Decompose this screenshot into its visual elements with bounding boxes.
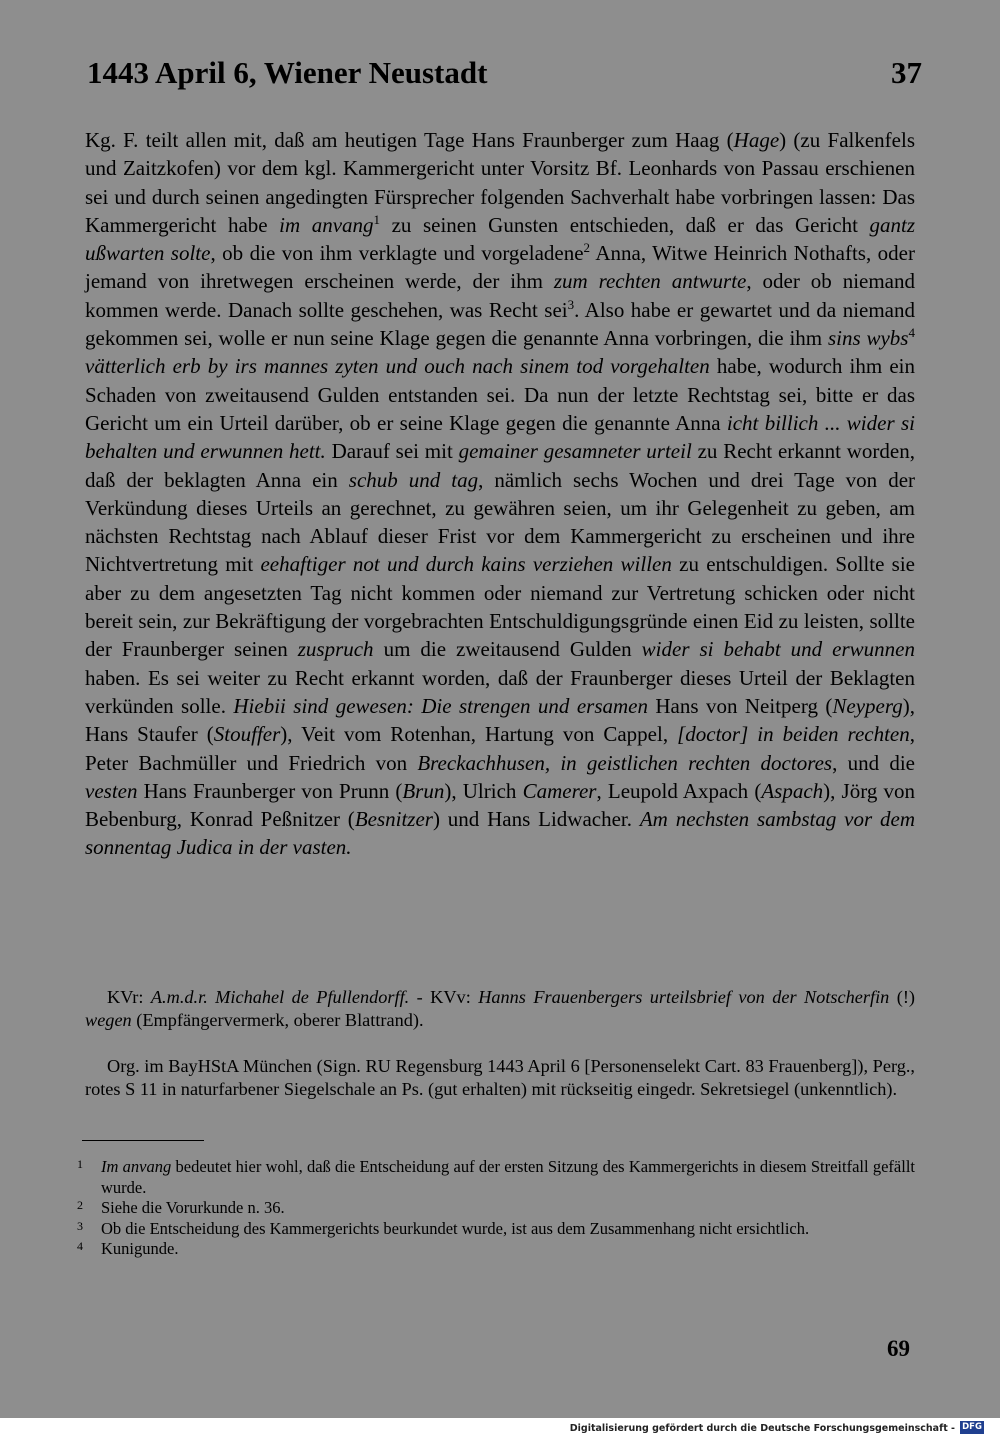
text-run: Anna, Witwe Heinrich Nothafts, oder jemand von ihretwegen erscheinen werde, der ihm	[85, 241, 915, 294]
italic-run: vätterlich erb by irs mannes zyten und ouch nach sinem tod vorgehalten	[85, 354, 710, 379]
regest-text	[85, 126, 915, 862]
italic-run: im anvang	[279, 212, 374, 237]
italic-run: wegen	[85, 1010, 132, 1030]
italic-run: icht billich ... wider si behalten und erwunnen hett.	[85, 410, 915, 464]
italic-run: Stouffer	[213, 722, 281, 747]
italic-run: Hiebii sind gewesen: Die strengen und ersamen	[233, 693, 648, 718]
footnote-marker: 3	[567, 296, 575, 312]
text-run: bedeutet hier wohl, daß die Entscheidung auf der ersten Sitzung des Kammergerichts in diesem Streitfall gefällt wurde.	[101, 1157, 915, 1197]
footnotes	[77, 1157, 915, 1260]
text-run: um die zweitausend Gulden	[373, 637, 642, 662]
text-run: ), Hans Staufer (	[85, 693, 915, 747]
dfg-logo: DFG	[960, 1421, 984, 1434]
footnote-marker: 1	[373, 211, 381, 227]
text-run: ), Ulrich	[444, 778, 523, 803]
italic-run: Camerer	[522, 778, 597, 803]
italic-run: Aspach	[761, 778, 824, 803]
footnote-number: 3	[77, 1218, 83, 1233]
text-run: , ob die von ihm verklagte und vorgeladene	[210, 241, 584, 266]
footnote-number: 4	[77, 1239, 83, 1253]
text-run: habe, wodurch ihm ein Schaden von zweitausend Gulden entstanden sei. Da nun der letzte Rechtstag sei, bitte er das Gericht um ein Urteil darüber, ob er seine Klage gegen die genannte Anna	[85, 354, 915, 435]
text-run: Siehe die Vorurkunde n. 36.	[101, 1198, 285, 1217]
footnote-marker: 2	[583, 240, 591, 256]
italic-run: sins wybs	[827, 326, 909, 351]
italic-run: Besnitzer	[354, 807, 433, 832]
text-run: ), Veit vom Rotenhan, Hartung von Cappel,	[280, 722, 678, 747]
header-page-number: 37	[891, 55, 922, 90]
footnote-separator	[82, 1140, 204, 1141]
italic-run: Hage	[733, 128, 780, 152]
text-run: - KVv:	[409, 987, 479, 1007]
text-run: , und die	[832, 750, 916, 775]
endorsement-note	[85, 986, 915, 1032]
text-run: ), Jörg von Bebenburg, Konrad Peßnitzer (	[85, 778, 916, 832]
footnote	[77, 1198, 915, 1219]
text-run: , nämlich sechs Wochen und drei Tage von der Verkündung dieses Urteils an gerechnet, zu gewähren seien, um ihr Gelegenheit zu geben, am nächsten Rechtstag nach Ablauf dieser Frist vor dem Kammergericht zu erscheinen und ihre Nichtvertretung mit	[85, 467, 916, 577]
bottom-page-number: 69	[887, 1336, 910, 1361]
italic-run: Breckachhusen, in geistlichen rechten doctores	[417, 750, 833, 775]
footnote-marker: 4	[908, 325, 915, 341]
text-run: Hans Fraunberger von Prunn (	[137, 778, 403, 803]
italic-run: zuspruch	[297, 637, 374, 662]
original-description-paragraph	[85, 1055, 915, 1101]
italic-run: [doctor] in beiden rechten	[677, 722, 910, 747]
text-run: ) und Hans Lidwacher.	[432, 807, 640, 832]
italic-run: Am nechsten sambstag vor dem sonnentag Judica in der vasten.	[85, 807, 915, 860]
text-run: KVr:	[107, 987, 151, 1007]
italic-run: Neyperg	[832, 693, 903, 718]
italic-run: schub und tag	[348, 467, 479, 492]
original-description-note	[85, 1055, 915, 1101]
running-header	[87, 55, 922, 99]
header-title: 1443 April 6, Wiener Neustadt	[87, 55, 488, 90]
italic-run: zum rechten antwurte	[553, 269, 747, 294]
text-run: , oder ob niemand kommen werde. Danach sollte geschehen, was Recht sei	[85, 269, 915, 322]
digitization-footer	[0, 1418, 1000, 1439]
text-run: Kg. F. teilt allen mit, daß am heutigen Tage Hans Fraunberger zum Haag (	[85, 128, 734, 152]
text-run: zu seinen Gunsten entschieden, daß er das Gericht	[380, 212, 870, 237]
footnote	[77, 1239, 915, 1260]
italic-run: Im anvang	[101, 1157, 172, 1176]
italic-run: Brun	[402, 778, 445, 803]
regest-paragraph	[85, 126, 915, 862]
italic-run: gantz ußwarten solte	[85, 212, 916, 266]
text-run: Darauf sei mit	[325, 439, 459, 464]
text-run: (Empfängervermerk, oberer Blattrand).	[131, 1010, 424, 1030]
text-run: (!)	[889, 987, 915, 1007]
text-run: zu Recht erkannt worden, daß der beklagten Anna ein	[85, 439, 915, 492]
italic-run: vesten	[85, 778, 138, 803]
italic-run: A.m.d.r. Michahel de Pfullendorff.	[150, 987, 410, 1007]
dfg-credit: Digitalisierung gefördert durch die Deutsche Forschungsgemeinschaft -	[569, 1423, 955, 1434]
text-run: ) (zu Falkenfels und Zaitzkofen) vor dem kgl. Kammergericht unter Vorsitz Bf. Leonhards von Passau erschienen sei und durch seinen angedingten Fürsprecher folgenden Sachverhalt habe vorbringen lassen: Das Kammergericht habe	[85, 128, 915, 237]
text-run: Org. im BayHStA München (Sign. RU Regensburg 1443 April 6 [Personenselekt Cart. 83 Frauenberg]), Perg., rotes S 11 in naturfarbener Siegelschale an Ps. (gut erhalten) mit rückseitig eingedr. Sekretsiegel (unkenntlich).	[85, 1056, 915, 1099]
footnote-number: 1	[77, 1157, 83, 1171]
footnote-number: 2	[77, 1198, 83, 1212]
text-run: haben. Es sei weiter zu Recht erkannt worden, daß der Fraunberger dieses Urteil der Beklagten verkünden solle.	[85, 665, 915, 718]
text-run: , Leupold Axpach (	[596, 778, 762, 803]
text-run: zu entschuldigen. Sollte sie aber zu dem angesetzten Tag nicht kommen oder niemand zur Vertretung schicken oder nicht bereit sein, zur Bekräftigung der vorgebrachten Entschuldigungsgründe einen Eid zu leisten, sollte der Fraunberger seinen	[85, 552, 915, 662]
footnote	[77, 1219, 915, 1240]
italic-run: gemainer gesamneter urteil	[458, 439, 692, 464]
text-run: , Peter Bachmüller und Friedrich von	[85, 722, 915, 775]
italic-run: Hanns Frauenbergers urteilsbrief von der Notscherfin	[478, 987, 890, 1007]
endorsement-paragraph	[85, 986, 915, 1032]
footnote	[77, 1157, 915, 1198]
text-run: Ob die Entscheidung des Kammergerichts beurkundet wurde, ist aus dem Zusammenhang nicht ersichtlich.	[101, 1218, 810, 1238]
italic-run: eehaftiger not und durch kains verziehen willen	[260, 552, 672, 577]
text-run: Hans von Neitperg (	[647, 693, 833, 718]
text-run: . Also habe er gewartet und da niemand gekommen sei, wolle er nun seine Klage gegen die genannte Anna vorbringen, die ihm	[85, 297, 916, 351]
text-run: Kunigunde.	[101, 1239, 179, 1258]
italic-run: wider si behabt und erwunnen	[641, 637, 915, 662]
